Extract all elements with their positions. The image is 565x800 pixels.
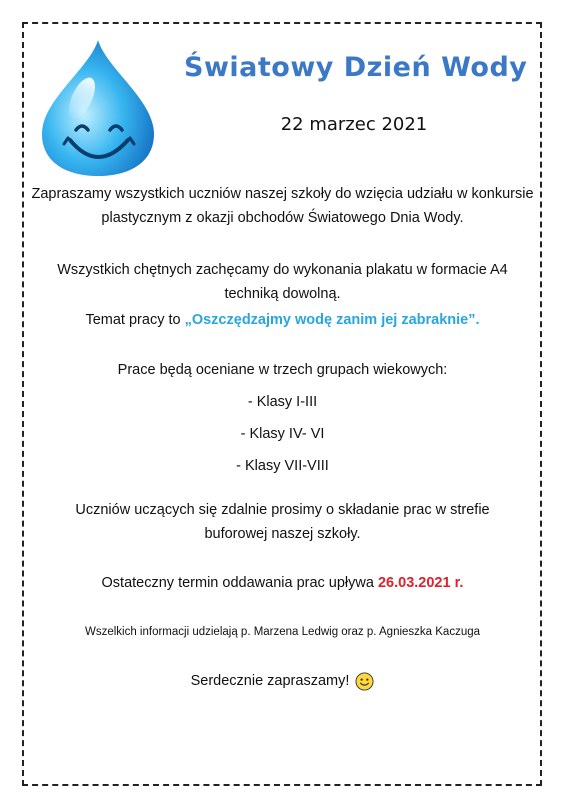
encouragement-text: Wszystkich chętnych zachęcamy do wykonania plakatu w formacie A4 techniką dowolną. xyxy=(57,262,508,302)
theme-line xyxy=(30,308,535,332)
age-groups-intro: Prace będą oceniane w trzech grupach wiekowych: xyxy=(117,362,448,378)
closing-line xyxy=(30,669,535,693)
deadline-prefix: Ostateczny termin oddawania prac upływa xyxy=(101,575,378,591)
age-group-item: - Klasy I-III xyxy=(247,394,318,410)
water-drop-smiling-icon xyxy=(36,38,160,178)
page-title: Światowy Dzień Wody xyxy=(184,52,528,83)
remote-students-info: Uczniów uczących się zdalnie prosimy o składanie prac w strefie buforowej naszej szkoły. xyxy=(75,502,490,542)
deadline-line xyxy=(30,571,535,595)
theme-title: „Oszczędzajmy wodę zanim jej zabraknie”. xyxy=(184,312,480,328)
theme-prefix: Temat pracy to xyxy=(85,312,185,328)
contact-info: Wszelkich informacji udzielają p. Marzena Ledwig oraz p. Agnieszka Kaczuga xyxy=(84,626,481,638)
age-group-item: - Klasy IV- VI xyxy=(240,426,325,442)
deadline-date: 26.03.2021 r. xyxy=(377,575,464,591)
closing-text: Serdecznie zapraszamy! xyxy=(190,673,350,689)
event-date: 22 marzec 2021 xyxy=(280,114,428,135)
smiley-face-icon xyxy=(355,672,374,691)
invitation-text: Zapraszamy wszystkich uczniów naszej szkoły do wzięcia udziału w konkursie plastycznym z okazji obchodów Światowego Dnia Wody. xyxy=(31,186,534,226)
age-group-item: - Klasy VII-VIII xyxy=(236,458,329,474)
